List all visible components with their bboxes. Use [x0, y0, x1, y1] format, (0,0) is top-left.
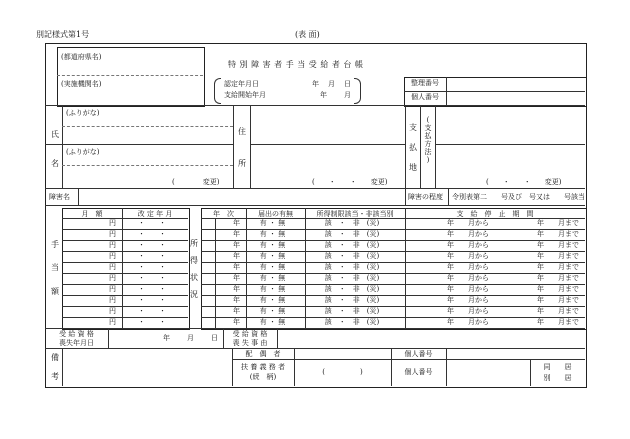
revise-date-cell: ・ ・	[138, 219, 166, 227]
page-title: 特 別 障 害 者 手 当 受 給 者 台 帳	[228, 60, 364, 69]
agency-label: (実施機関名)	[61, 80, 102, 88]
yen-cell: 円	[109, 274, 116, 282]
loss-reason-label-1: 受 給 資 格	[232, 330, 268, 338]
income-side-3: 状	[190, 273, 198, 282]
revise-date-cell: ・ ・	[138, 296, 166, 304]
yen-cell: 円	[109, 263, 116, 271]
stop-to-cell: 年 月まで	[537, 307, 579, 315]
income-side-4: 況	[190, 290, 198, 299]
name-label-1: 氏	[51, 130, 59, 139]
report-cell: 有 ・ 無	[259, 219, 286, 227]
stop-from-cell: 年 月から	[447, 285, 489, 293]
col-year: 年 次	[213, 210, 234, 218]
limit-cell: 該 ・ 非 (災)	[324, 230, 380, 238]
unit-year: 年	[320, 91, 327, 99]
unit-day: 日	[211, 334, 218, 342]
limit-cell: 該 ・ 非 (災)	[324, 296, 380, 304]
personal-no-label: 個人番号	[411, 93, 439, 101]
address-change: ( ・ ・ 変更)	[312, 178, 388, 186]
stop-from-cell: 年 月から	[447, 318, 489, 326]
yen-cell: 円	[109, 219, 116, 227]
year-cell: 年	[233, 252, 240, 260]
col-limit: 所得制限該当・非該当別	[316, 210, 394, 218]
unit-year: 年	[163, 334, 170, 342]
loss-reason-label-2: 喪 失 事 由	[232, 339, 268, 347]
yen-cell: 円	[109, 307, 116, 315]
revise-date-cell: ・ ・	[138, 274, 166, 282]
report-cell: 有 ・ 無	[259, 296, 286, 304]
report-cell: 有 ・ 無	[259, 230, 286, 238]
allowance-side-3: 額	[51, 287, 59, 296]
stop-to-cell: 年 月まで	[537, 219, 579, 227]
allowance-side-1: 手	[51, 240, 59, 249]
disability-name-label: 障害名	[49, 193, 70, 201]
revise-date-cell: ・ ・	[138, 307, 166, 315]
report-cell: 有 ・ 無	[259, 274, 286, 282]
name-change: ( 変更)	[172, 178, 220, 186]
income-side-2: 得	[190, 256, 198, 265]
address-label-1: 住	[238, 127, 246, 136]
limit-cell: 該 ・ 非 (災)	[324, 318, 380, 326]
unit-month: 月	[187, 334, 194, 342]
paydest-label-2: 払	[409, 143, 417, 152]
stop-from-cell: 年 月から	[447, 296, 489, 304]
stop-to-cell: 年 月まで	[537, 263, 579, 271]
prefecture-label: (都道府県名)	[61, 53, 102, 61]
col-report: 届出の有無	[258, 210, 293, 218]
report-cell: 有 ・ 無	[259, 241, 286, 249]
stop-to-cell: 年 月まで	[537, 274, 579, 282]
col-monthly: 月 額	[81, 210, 103, 218]
col-stop: 支 給 停 止 期 間	[456, 210, 534, 218]
disability-degree-label: 障害の程度	[408, 193, 443, 201]
stop-to-cell: 年 月まで	[537, 296, 579, 304]
name-label-2: 名	[51, 159, 59, 168]
stop-to-cell: 年 月まで	[537, 252, 579, 260]
limit-cell: 該 ・ 非 (災)	[324, 219, 380, 227]
paydest-change: ( ・ ・ 変更)	[486, 178, 562, 186]
disability-degree-value: 令別表第二 号及び 号又は 号該当	[452, 193, 585, 201]
unit-month: 月	[344, 91, 351, 99]
unit-day: 日	[344, 80, 351, 88]
cohabit-label: 同 居	[543, 363, 572, 371]
dependents-personal-no-label: 個人番号	[404, 368, 433, 376]
stop-from-cell: 年 月から	[447, 307, 489, 315]
stop-to-cell: 年 月まで	[537, 241, 579, 249]
furigana-label: (ふりがな)	[66, 148, 100, 156]
address-label-2: 所	[238, 159, 246, 168]
unit-year: 年	[312, 80, 319, 88]
remarks-side-2: 考	[51, 372, 59, 381]
loss-date-label-1: 受 給 資 格	[59, 330, 94, 338]
spouse-label: 配 偶 者	[245, 350, 281, 358]
pay-start-label: 支給開始年月	[224, 91, 266, 99]
year-cell: 年	[233, 241, 240, 249]
year-cell: 年	[233, 230, 240, 238]
stop-from-cell: 年 月から	[447, 219, 489, 227]
spouse-personal-no-label: 個人番号	[404, 350, 433, 358]
paydest-label-1: 支	[409, 123, 417, 132]
year-cell: 年	[233, 219, 240, 227]
furigana-label: (ふりがな)	[66, 109, 100, 117]
revise-date-cell: ・ ・	[138, 241, 166, 249]
report-cell: 有 ・ 無	[259, 263, 286, 271]
year-cell: 年	[233, 274, 240, 282]
paymethod-label: ( 支 払 方 法 )	[424, 116, 432, 165]
stop-from-cell: 年 月から	[447, 263, 489, 271]
report-cell: 有 ・ 無	[259, 285, 286, 293]
revise-date-cell: ・ ・	[138, 252, 166, 260]
yen-cell: 円	[109, 318, 116, 326]
report-cell: 有 ・ 無	[259, 318, 286, 326]
cert-date-label: 認定年月日	[224, 80, 259, 88]
report-cell: 有 ・ 無	[259, 252, 286, 260]
dependents-label-1: 扶 養 義 務 者	[241, 363, 285, 371]
limit-cell: 該 ・ 非 (災)	[324, 263, 380, 271]
limit-cell: 該 ・ 非 (災)	[324, 307, 380, 315]
limit-cell: 該 ・ 非 (災)	[324, 274, 380, 282]
stop-to-cell: 年 月まで	[537, 318, 579, 326]
year-cell: 年	[233, 318, 240, 326]
yen-cell: 円	[109, 252, 116, 260]
report-cell: 有 ・ 無	[259, 307, 286, 315]
stop-from-cell: 年 月から	[447, 241, 489, 249]
dependents-label-2: (続 柄)	[249, 373, 277, 381]
page-side: (表 面)	[295, 30, 320, 39]
paydest-label-3: 地	[409, 163, 417, 172]
stop-to-cell: 年 月まで	[537, 230, 579, 238]
stop-from-cell: 年 月から	[447, 274, 489, 282]
loss-date-label-2: 喪失年月日	[59, 339, 94, 347]
remarks-side-1: 備	[51, 353, 59, 362]
revise-date-cell: ・ ・	[138, 230, 166, 238]
yen-cell: 円	[109, 296, 116, 304]
dependents-relation: ( )	[322, 368, 363, 376]
income-side-1: 所	[190, 239, 198, 248]
yen-cell: 円	[109, 241, 116, 249]
revise-date-cell: ・ ・	[138, 318, 166, 326]
revise-date-cell: ・ ・	[138, 285, 166, 293]
year-cell: 年	[233, 296, 240, 304]
yen-cell: 円	[109, 285, 116, 293]
stop-from-cell: 年 月から	[447, 252, 489, 260]
stop-from-cell: 年 月から	[447, 230, 489, 238]
limit-cell: 該 ・ 非 (災)	[324, 285, 380, 293]
limit-cell: 該 ・ 非 (災)	[324, 252, 380, 260]
form-number: 別記様式第1号	[36, 30, 90, 39]
revise-date-cell: ・ ・	[138, 263, 166, 271]
stop-to-cell: 年 月まで	[537, 285, 579, 293]
year-cell: 年	[233, 285, 240, 293]
col-revise: 改 定 年 月	[137, 210, 173, 218]
year-cell: 年	[233, 307, 240, 315]
yen-cell: 円	[109, 230, 116, 238]
reg-no-label: 整理番号	[411, 79, 439, 87]
limit-cell: 該 ・ 非 (災)	[324, 241, 380, 249]
allowance-side-2: 当	[51, 263, 59, 272]
year-cell: 年	[233, 263, 240, 271]
separate-label: 別 居	[543, 374, 572, 382]
unit-month: 月	[328, 80, 335, 88]
